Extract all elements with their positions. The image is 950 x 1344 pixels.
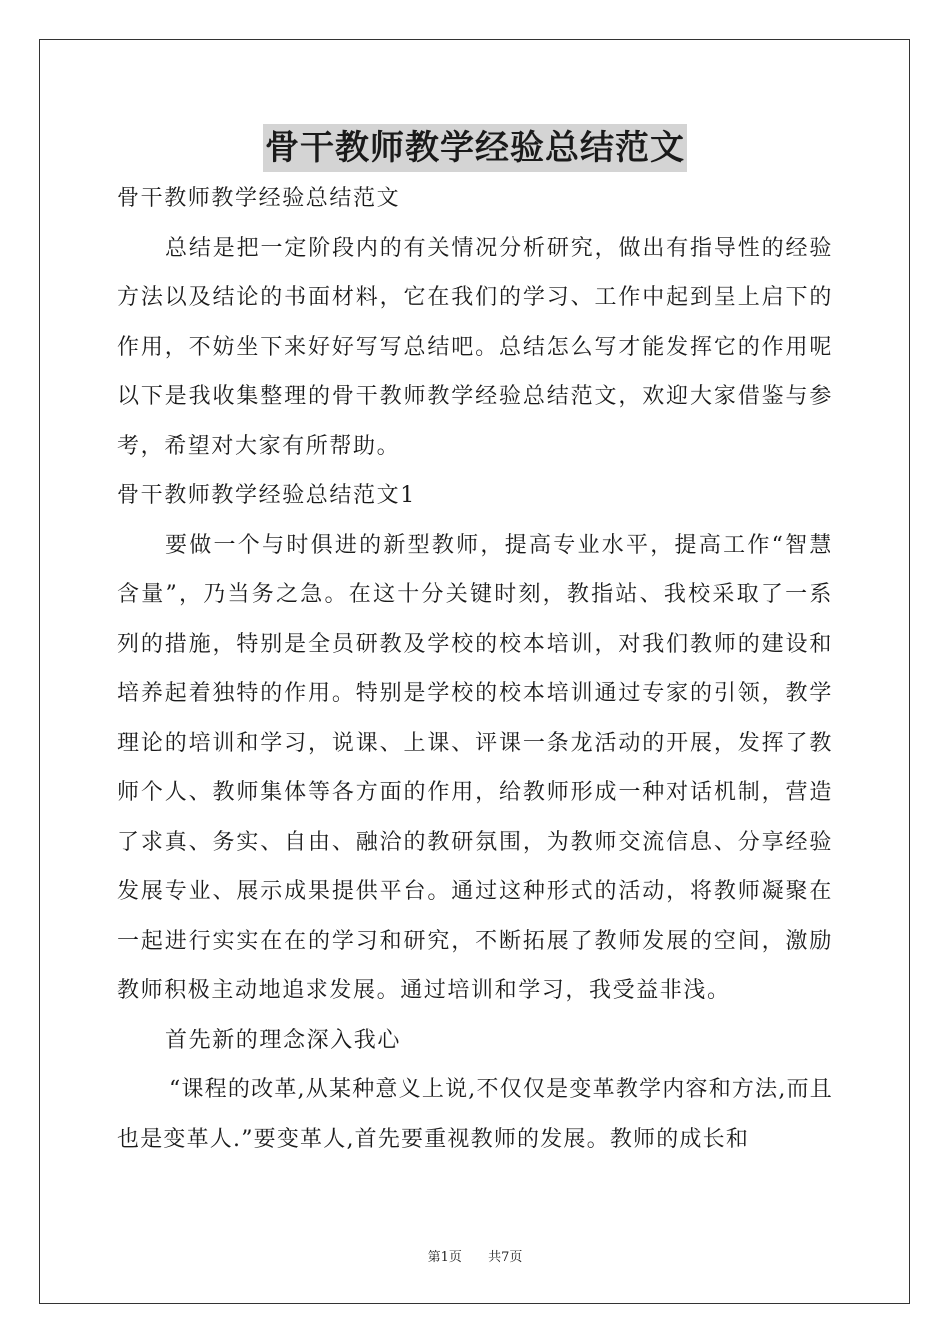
page-number: 第1页: [427, 1250, 462, 1265]
page-footer: [0, 1246, 950, 1265]
document-body: [117, 174, 833, 1164]
body-paragraph-subheading: 首先新的理念深入我心: [165, 1027, 402, 1053]
section-heading: 骨干教师教学经验总结范文1: [117, 483, 416, 508]
page-total: 共7页: [488, 1250, 523, 1265]
document-subtitle: 骨干教师教学经验总结范文: [117, 186, 401, 211]
document-title: 骨干教师教学经验总结范文: [263, 124, 687, 172]
title-container: [0, 124, 950, 172]
body-paragraph: 要做一个与时俱进的新型教师，提高专业水平，提高工作“智慧含量”，乃当务之急。在这十分关键时刻，教指站、我校采取了一系列的措施，特别是全员研教及学校的校本培训，对我们教师的建设和培养起着独特的作用。特别是学校的校本培训通过专家的引领，教学理论的培训和学习，说课、上课、评课一条龙活动的开展，发挥了教师个人、教师集体等各方面的作用，给教师形成一种对话机制，营造了求真、务实、自由、融洽的教研氛围，为教师交流信息、分享经验发展专业、展示成果提供平台。通过这种形式的活动，将教师凝聚在一起进行实实在在的学习和研究，不断拓展了教师发展的空间，激励教师积极主动地追求发展。通过培训和学习，我受益非浅。: [117, 532, 833, 1003]
intro-paragraph: 总结是把一定阶段内的有关情况分析研究，做出有指导性的经验方法以及结论的书面材料，它在我们的学习、工作中起到呈上启下的作用，不妨坐下来好好写写总结吧。总结怎么写才能发挥它的作用呢以下是我收集整理的骨干教师教学经验总结范文，欢迎大家借鉴与参考，希望对大家有所帮助。: [117, 235, 833, 459]
quote-paragraph: “课程的改革,从某种意义上说,不仅仅是变革教学内容和方法,而且也是变革人.”要变革人,首先要重视教师的发展。教师的成长和: [117, 1077, 833, 1152]
